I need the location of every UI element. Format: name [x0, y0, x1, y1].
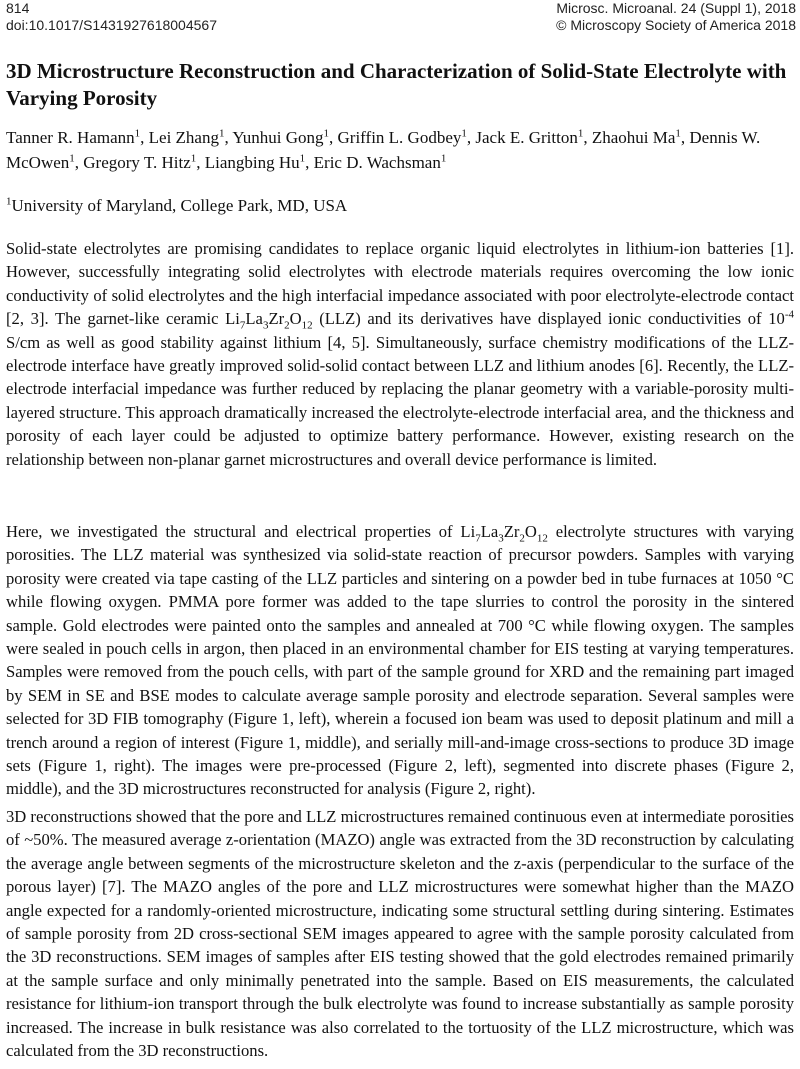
author: Lei Zhang [148, 128, 219, 147]
journal-citation: Microsc. Microanal. 24 (Suppl 1), 2018 [556, 0, 796, 16]
paragraph-methods: Here, we investigated the structural and electrical properties of $Li_7La_3Zr_2O_{12}$ electrolyte structures with varying porosities. The LLZ material was synthesized via solid-state reaction of precursor powders. Samples with varying porosity were created via tape casting of the LLZ particles and sintering on a powder bed in tube furnaces at 1050 °C while flowing oxygen. PMMA pore former was added to the tape slurries to control the porosity in the sintered sample. Gold electrodes were painted onto the samples and annealed at 700 °C while flowing oxygen. The samples were sealed in pouch cells in argon, then placed in an environmental chamber for EIS testing at varying temperatures. Samples were removed from the pouch cells, with part of the sample ground for XRD and the remaining part imaged by SEM in SE and BSE modes to calculate average sample porosity and electrode separation. Several samples were selected for 3D FIB tomography (Figure 1, left), wherein a focused ion beam was used to deposit platinum and mill a trench around a region of interest (Figure 1, middle), and serially mill-and-image cross-sections to produce 3D image sets (Figure 1, right). The images were pre-processed (Figure 2, left), segmented into discrete phases (Figure 2, middle), and the 3D microstructures reconstructed for analysis (Figure 2, right). [6, 522, 794, 799]
doi: doi:10.1017/S1431927618004567 [6, 17, 217, 33]
author: Liangbing Hu [204, 153, 300, 172]
author: Tanner R. Hamann [6, 128, 135, 147]
paragraph-results: 3D reconstructions showed that the pore and LLZ microstructures remained continuous even at intermediate porosities of ~50%. The measured average z-orientation (MAZO) angle was extracted from the 3D reconstruction by calculating the average angle between segments of the microstructure skeleton and the z-axis (perpendicular to the surface of the porous layer) [7]. The MAZO angles of the pore and LLZ microstructures were somewhat higher than the MAZO angle expected for a randomly-oriented microstructure, indicating some structural settling during sintering. Estimates of sample porosity from 2D cross-sectional SEM images appeared to agree with the sample porosity calculated from the 3D reconstructions. SEM images of samples after EIS testing showed that the gold electrodes remained primarily at the sample surface and only minimally penetrated into the sample. Based on EIS measurements, the calculated resistance for lithium-ion transport through the bulk electrolyte was found to increase substantially as sample porosity increased. The increase in bulk resistance was also correlated to the tortuosity of the LLZ microstructure, which was calculated from the 3D reconstructions. [6, 807, 794, 1061]
affiliation: $^1$University of Maryland, College Park, MD, USA [6, 195, 348, 215]
author: Yunhui Gong [232, 128, 324, 147]
paper-title: 3D Microstructure Reconstruction and Characterization of Solid-State Electrolyte with Varying Porosity [6, 59, 787, 110]
header-right [556, 0, 796, 34]
author: Gregory T. Hitz [83, 153, 191, 172]
page-number: 814 [6, 0, 30, 16]
author: Griffin L. Godbey [337, 128, 462, 147]
paragraph-intro: Solid-state electrolytes are promising candidates to replace organic liquid electrolytes in lithium-ion batteries [1]. However, successfully integrating solid electrolytes with electrode materials requires overcoming the low ionic conductivity of solid electrolytes and the high interfacial impedance associated with poor electrolyte-electrode contact [2, 3]. The garnet-like ceramic $Li_7La_3Zr_2O_{12}$ (LLZ) and its derivatives have displayed ionic conductivities of $10^{-4}$ S/cm as well as good stability against lithium [4, 5]. Simultaneously, surface chemistry modifications of the LLZ-electrode interface have greatly improved solid-solid contact between LLZ and lithium anodes [6]. Recently, the LLZ-electrode interfacial impedance was further reduced by replacing the planar geometry with a variable-porosity multi-layered structure. This approach dramatically increased the electrolyte-electrode interfacial area, and the thickness and porosity of each layer could be adjusted to optimize battery performance. However, existing research on the relationship between non-planar garnet microstructures and overall device performance is limited. [6, 239, 794, 469]
author: Dennis W. McOwen [6, 128, 761, 172]
author: Eric D. Wachsman [313, 153, 441, 172]
header-left [6, 0, 217, 34]
author: Zhaohui Ma [591, 128, 676, 147]
author-list: Tanner R. Hamann$^1$, Lei Zhang$^1$, Yunhui Gong$^1$, Griffin L. Godbey$^1$, Jack E. Gritton$^1$, Zhaohui Ma$^1$, Dennis W. McOwen$^1$, Gregory T. Hitz$^1$, Liangbing Hu$^1$, Eric D. Wachsman$^1$ [6, 127, 761, 172]
author: Jack E. Gritton [475, 128, 578, 147]
copyright: © Microscopy Society of America 2018 [556, 17, 796, 33]
